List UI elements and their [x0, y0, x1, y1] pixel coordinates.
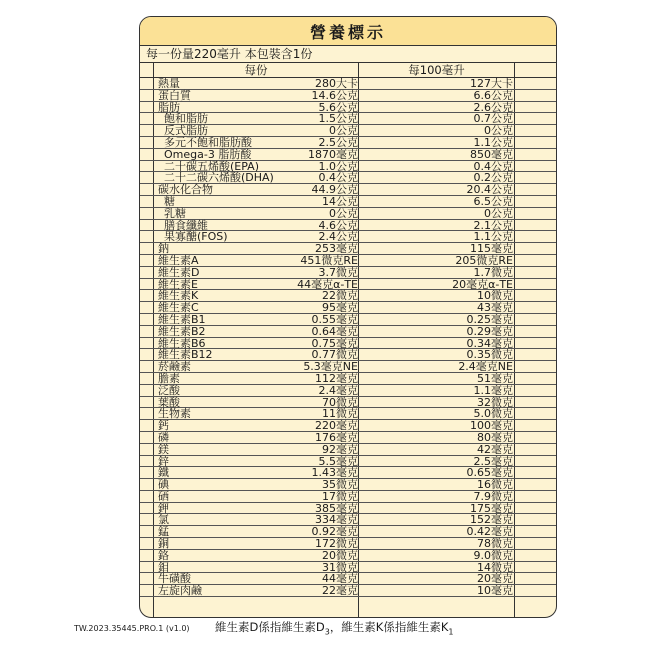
footnote-subscript-2: 1 — [448, 627, 454, 637]
value-per-serving: 14.6公克 — [311, 88, 358, 102]
nutrient-name: 脂肪 — [158, 100, 180, 114]
value-per-100ml: 51毫克 — [477, 371, 513, 385]
value-per-serving: 0.75毫克 — [311, 336, 358, 350]
value-per-serving: 1.5公克 — [318, 112, 358, 126]
nutrient-name: 鉻 — [158, 548, 169, 562]
value-per-serving: 0.92毫克 — [311, 525, 358, 539]
value-per-serving: 0.77微克 — [311, 348, 358, 362]
nutrient-name: 鉀 — [158, 501, 169, 515]
document-code: TW.2023.35445.PRO.1 (v1.0) — [74, 624, 190, 633]
value-per-100ml: 850毫克 — [470, 147, 513, 161]
value-per-serving: 1870毫克 — [308, 147, 358, 161]
nutrient-name: 碘 — [158, 478, 169, 492]
value-per-100ml: 0.34毫克 — [466, 336, 513, 350]
value-per-serving: 92毫克 — [322, 442, 358, 456]
nutrient-name: 二十碳五烯酸(EPA) — [164, 159, 259, 173]
nutrient-name: 二十二碳六烯酸(DHA) — [164, 171, 274, 185]
value-per-100ml: 1.1公克 — [473, 135, 513, 149]
value-per-100ml: 2.1公克 — [473, 218, 513, 232]
table-row — [140, 444, 556, 456]
value-per-100ml: 127大卡 — [470, 77, 513, 90]
value-per-serving: 5.3毫克NE — [303, 360, 358, 374]
nutrient-name: 多元不飽和脂肪酸 — [164, 135, 252, 149]
value-per-serving: 334毫克 — [315, 513, 358, 527]
value-per-serving: 2.5公克 — [318, 135, 358, 149]
value-per-serving: 44.9公克 — [311, 183, 358, 197]
nutrient-name: 反式脂肪 — [164, 124, 208, 138]
nutrient-name: 菸鹼素 — [158, 360, 191, 374]
table-row — [140, 491, 556, 503]
value-per-serving: 31微克 — [322, 560, 358, 574]
table-row — [140, 90, 556, 102]
nutrient-name: 磷 — [158, 430, 169, 444]
nutrient-name: 維生素D — [158, 265, 200, 279]
footnote-text-2: ，維生素K係指維生素K — [329, 620, 449, 634]
nutrient-name: 硒 — [158, 489, 169, 503]
nutrient-name: 左旋肉鹼 — [158, 584, 202, 598]
value-per-serving: 70微克 — [322, 395, 358, 409]
value-per-serving: 11微克 — [322, 407, 358, 421]
value-per-100ml: 100毫克 — [470, 419, 513, 433]
nutrient-name: 維生素A — [158, 253, 199, 267]
value-per-100ml: 2.5毫克 — [473, 454, 513, 468]
value-per-100ml: 175毫克 — [470, 501, 513, 515]
nutrient-name: 生物素 — [158, 407, 191, 421]
table-row — [140, 585, 556, 597]
nutrient-name: 維生素B2 — [158, 324, 206, 338]
vitamin-footnote — [215, 620, 454, 639]
value-per-100ml: 14微克 — [477, 560, 513, 574]
value-per-100ml: 6.5公克 — [473, 194, 513, 208]
value-per-100ml: 10毫克 — [477, 584, 513, 598]
footnote-subscript-1: 3 — [324, 627, 330, 637]
nutrient-name: 維生素B12 — [158, 348, 213, 362]
nutrient-name: 氯 — [158, 513, 169, 527]
value-per-100ml: 5.0微克 — [473, 407, 513, 421]
table-row — [140, 137, 556, 149]
table-row — [140, 326, 556, 338]
nutrient-name: Omega-3 脂肪酸 — [164, 147, 252, 161]
value-per-serving: 4.6公克 — [318, 218, 358, 232]
nutrient-name: 葉酸 — [158, 395, 180, 409]
nutrient-name: 膳食纖維 — [164, 218, 208, 232]
value-per-serving: 176毫克 — [315, 430, 358, 444]
value-per-100ml: 10微克 — [477, 289, 513, 303]
value-per-100ml: 20.4公克 — [466, 183, 513, 197]
nutrient-name: 維生素E — [158, 277, 198, 291]
value-per-100ml: 43毫克 — [477, 301, 513, 315]
nutrient-name: 蛋白質 — [158, 88, 191, 102]
value-per-serving: 20微克 — [322, 548, 358, 562]
nutrient-name: 鋅 — [158, 454, 169, 468]
value-per-serving: 17微克 — [322, 489, 358, 503]
value-per-serving: 2.4公克 — [318, 230, 358, 244]
value-per-serving: 0.64毫克 — [311, 324, 358, 338]
value-per-serving: 2.4毫克 — [318, 383, 358, 397]
nutrient-name: 果寡醣(FOS) — [164, 230, 228, 244]
value-per-100ml: 6.6公克 — [473, 88, 513, 102]
value-per-100ml: 80毫克 — [477, 430, 513, 444]
table-row — [140, 149, 556, 161]
value-per-serving: 1.43毫克 — [311, 466, 358, 480]
value-per-serving: 1.0公克 — [318, 159, 358, 173]
nutrient-name: 糖 — [164, 194, 175, 208]
nutrient-name: 膽素 — [158, 371, 180, 385]
table-row — [140, 267, 556, 279]
value-per-100ml: 0.7公克 — [473, 112, 513, 126]
table-row — [140, 255, 556, 267]
nutrient-name: 飽和脂肪 — [164, 112, 208, 126]
value-per-100ml: 0.42毫克 — [466, 525, 513, 539]
nutrient-name: 銅 — [158, 537, 169, 551]
serving-size-note: 每一份量220毫升 本包裝含1份 — [146, 47, 313, 61]
value-per-100ml: 115毫克 — [470, 242, 513, 256]
value-per-serving: 22毫克 — [322, 584, 358, 598]
nutrient-name: 鎂 — [158, 442, 169, 456]
nutrient-rows — [140, 78, 556, 597]
nutrient-name: 維生素K — [158, 289, 199, 303]
value-per-serving: 385毫克 — [315, 501, 358, 515]
nutrient-name: 牛磺酸 — [158, 572, 191, 586]
nutrient-name: 錳 — [158, 525, 169, 539]
value-per-100ml: 152毫克 — [470, 513, 513, 527]
value-per-serving: 0.55毫克 — [311, 312, 358, 326]
value-per-serving: 95毫克 — [322, 301, 358, 315]
value-per-100ml: 0.35微克 — [466, 348, 513, 362]
nutrition-table — [140, 62, 556, 618]
value-per-100ml: 1.1毫克 — [473, 383, 513, 397]
value-per-100ml: 7.9微克 — [473, 489, 513, 503]
nutrient-name: 鐵 — [158, 466, 169, 480]
table-row — [140, 550, 556, 562]
value-per-serving: 0公克 — [329, 124, 358, 138]
table-row — [140, 385, 556, 397]
value-per-100ml: 0.4公克 — [473, 159, 513, 173]
value-per-serving: 5.6公克 — [318, 100, 358, 114]
value-per-100ml: 0.65毫克 — [466, 466, 513, 480]
value-per-100ml: 20毫克α-TE — [452, 277, 513, 291]
value-per-100ml: 9.0微克 — [473, 548, 513, 562]
value-per-100ml: 32微克 — [477, 395, 513, 409]
nutrient-name: 碳水化合物 — [158, 183, 213, 197]
value-per-serving: 14公克 — [322, 194, 358, 208]
value-per-serving: 44毫克 — [322, 572, 358, 586]
nutrient-name: 熱量 — [158, 77, 180, 90]
table-row — [140, 196, 556, 208]
table-row — [140, 373, 556, 385]
value-per-100ml: 2.6公克 — [473, 100, 513, 114]
table-row — [140, 314, 556, 326]
label-title: 營養標示 — [140, 17, 556, 46]
value-per-serving: 0公克 — [329, 206, 358, 220]
value-per-100ml: 2.4毫克NE — [458, 360, 513, 374]
value-per-100ml: 0.25毫克 — [466, 312, 513, 326]
value-per-100ml: 0.29毫克 — [466, 324, 513, 338]
value-per-serving: 5.5毫克 — [318, 454, 358, 468]
value-per-100ml: 16微克 — [477, 478, 513, 492]
value-per-100ml: 1.7微克 — [473, 265, 513, 279]
table-row — [140, 208, 556, 220]
column-header-per-serving: 每份 — [244, 63, 268, 77]
nutrient-name: 維生素B1 — [158, 312, 206, 326]
value-per-100ml: 1.1公克 — [473, 230, 513, 244]
value-per-serving: 220毫克 — [315, 419, 358, 433]
nutrient-name: 乳糖 — [164, 206, 186, 220]
value-per-serving: 35微克 — [322, 478, 358, 492]
table-row — [140, 432, 556, 444]
value-per-serving: 3.7微克 — [318, 265, 358, 279]
nutrient-name: 泛酸 — [158, 383, 180, 397]
nutrient-name: 鉬 — [158, 560, 169, 574]
value-per-serving: 22微克 — [322, 289, 358, 303]
nutrient-name: 維生素C — [158, 301, 199, 315]
nutrient-name: 鈣 — [158, 419, 169, 433]
value-per-100ml: 42毫克 — [477, 442, 513, 456]
value-per-100ml: 0公克 — [484, 124, 513, 138]
value-per-serving: 172微克 — [315, 537, 358, 551]
value-per-serving: 112毫克 — [315, 371, 358, 385]
nutrient-name: 鈉 — [158, 242, 169, 256]
nutrient-name: 維生素B6 — [158, 336, 206, 350]
value-per-100ml: 0.2公克 — [473, 171, 513, 185]
value-per-serving: 253毫克 — [315, 242, 358, 256]
value-per-serving: 44毫克α-TE — [297, 277, 358, 291]
value-per-100ml: 78微克 — [477, 537, 513, 551]
value-per-100ml: 0公克 — [484, 206, 513, 220]
nutrition-label-panel — [139, 16, 557, 618]
value-per-serving: 280大卡 — [315, 77, 358, 90]
footnote-text-1: 維生素D係指維生素D — [215, 620, 325, 634]
value-per-serving: 0.4公克 — [318, 171, 358, 185]
value-per-100ml: 20毫克 — [477, 572, 513, 586]
value-per-serving: 451微克RE — [300, 253, 358, 267]
column-header-per-100ml: 每100毫升 — [408, 63, 465, 77]
value-per-100ml: 205微克RE — [455, 253, 513, 267]
table-header-row — [140, 63, 556, 78]
